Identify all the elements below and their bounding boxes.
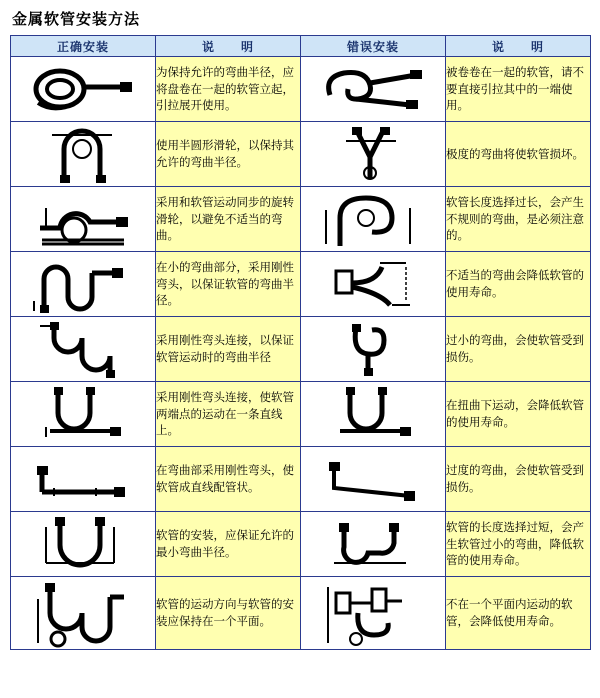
note-correct: 软管的运动方向与软管的安装应保持在一个平面。 [156,577,301,650]
note-wrong: 被卷卷在一起的软管，请不要直接引拉其中的一端使用。 [446,57,591,122]
figure-improper-tight-bend-at-fitting [301,252,446,317]
header-wrong-install: 错误安装 [301,36,446,57]
table-row [11,252,591,317]
coiled-hose-icon [11,59,155,119]
note-wrong: 极度的弯曲将使软管损坏。 [446,122,591,187]
note-correct: 采用刚性弯头连接，使软管两端点的运动在一条直线上。 [156,382,301,447]
figure-semicircular-pulley-bend [11,122,156,187]
note-wrong: 过小的弯曲，会使软管受到损伤。 [446,317,591,382]
pulley-bend-icon [11,123,155,185]
figure-rotating-pulley-with-chain [11,187,156,252]
figure-rigid-elbow-u-loop [11,317,156,382]
note-wrong: 在扭曲下运动，会降低软管的使用寿命。 [446,382,591,447]
straight-line-motion-icon [11,383,155,445]
out-of-plane-icon [301,577,445,649]
note-correct: 软管的安装，应保证允许的最小弯曲半径。 [156,512,301,577]
page-title: 金属软管安装方法 [12,10,141,28]
straight-pipe-run-icon [11,448,155,510]
figure-twisted-hose-u-shape [301,382,446,447]
overlong-hose-icon [301,188,445,250]
note-correct: 在小的弯曲部分，采用刚性弯头，以保证软管的弯曲半径。 [156,252,301,317]
figure-rigid-elbow-small-bend [11,252,156,317]
rigid-elbow-icon [11,253,155,315]
plane-aligned-icon [11,577,155,649]
figure-motion-plane-aligned-hose [11,577,156,650]
figure-rigid-elbows-straight-line-motion [11,382,156,447]
figure-too-small-radius-u-bend [301,317,446,382]
excessive-bend-icon [301,448,445,510]
table-row [11,187,591,252]
small-radius-bend-icon [301,318,445,380]
table-row [11,122,591,187]
figure-minimum-bend-radius-u-hose [11,512,156,577]
header-wrong-note: 说 明 [446,36,591,57]
tight-bend-icon [301,253,445,315]
figure-rigid-elbow-straight-pipe-run [11,447,156,512]
note-correct: 在弯曲部采用刚性弯头，使软管成直线配管状。 [156,447,301,512]
figure-coiled-hose-pulled-straight [301,57,446,122]
table-row [11,382,591,447]
table-row [11,57,591,122]
note-wrong: 软管长度选择过长，会产生不规则的弯曲，是必须注意的。 [446,187,591,252]
table-row [11,317,591,382]
note-correct: 使用半圆形滑轮，以保持其允许的弯曲半径。 [156,122,301,187]
note-correct: 采用和软管运动同步的旋转滑轮，以避免不适当的弯曲。 [156,187,301,252]
u-loop-elbow-icon [11,318,155,380]
note-wrong: 不在一个平面内运动的软管，会降低使用寿命。 [446,577,591,650]
header-correct-install: 正确安装 [11,36,156,57]
pulled-coil-icon [301,59,445,119]
twisted-hose-icon [301,383,445,445]
min-bend-radius-icon [11,513,155,575]
note-correct: 采用刚性弯头连接，以保证软管运动时的弯曲半径 [156,317,301,382]
table-row [11,447,591,512]
note-wrong: 过度的弯曲，会使软管受到损伤。 [446,447,591,512]
table-row [11,512,591,577]
note-correct: 为保持允许的弯曲半径，应将盘卷在一起的软管立起，引拉展开使用。 [156,57,301,122]
figure-coiled-hose-vertical-reel [11,57,156,122]
figure-short-hose-small-bend [301,512,446,577]
figure-out-of-plane-motion-hose [301,577,446,650]
table-row [11,577,591,650]
table-header-row [11,36,591,57]
figure-excessive-bend-straight-run [301,447,446,512]
figure-overlong-hose-irregular-bend [301,187,446,252]
header-correct-note: 说 明 [156,36,301,57]
note-wrong: 软管的长度选择过短，会产生软管过小的弯曲，降低软管的使用寿命。 [446,512,591,577]
installation-methods-table [10,35,591,650]
sharp-bend-icon [301,123,445,185]
short-hose-icon [301,513,445,575]
figure-sharp-v-bend-pulley [301,122,446,187]
rotating-pulley-icon [11,188,155,250]
note-wrong: 不适当的弯曲会降低软管的使用寿命。 [446,252,591,317]
